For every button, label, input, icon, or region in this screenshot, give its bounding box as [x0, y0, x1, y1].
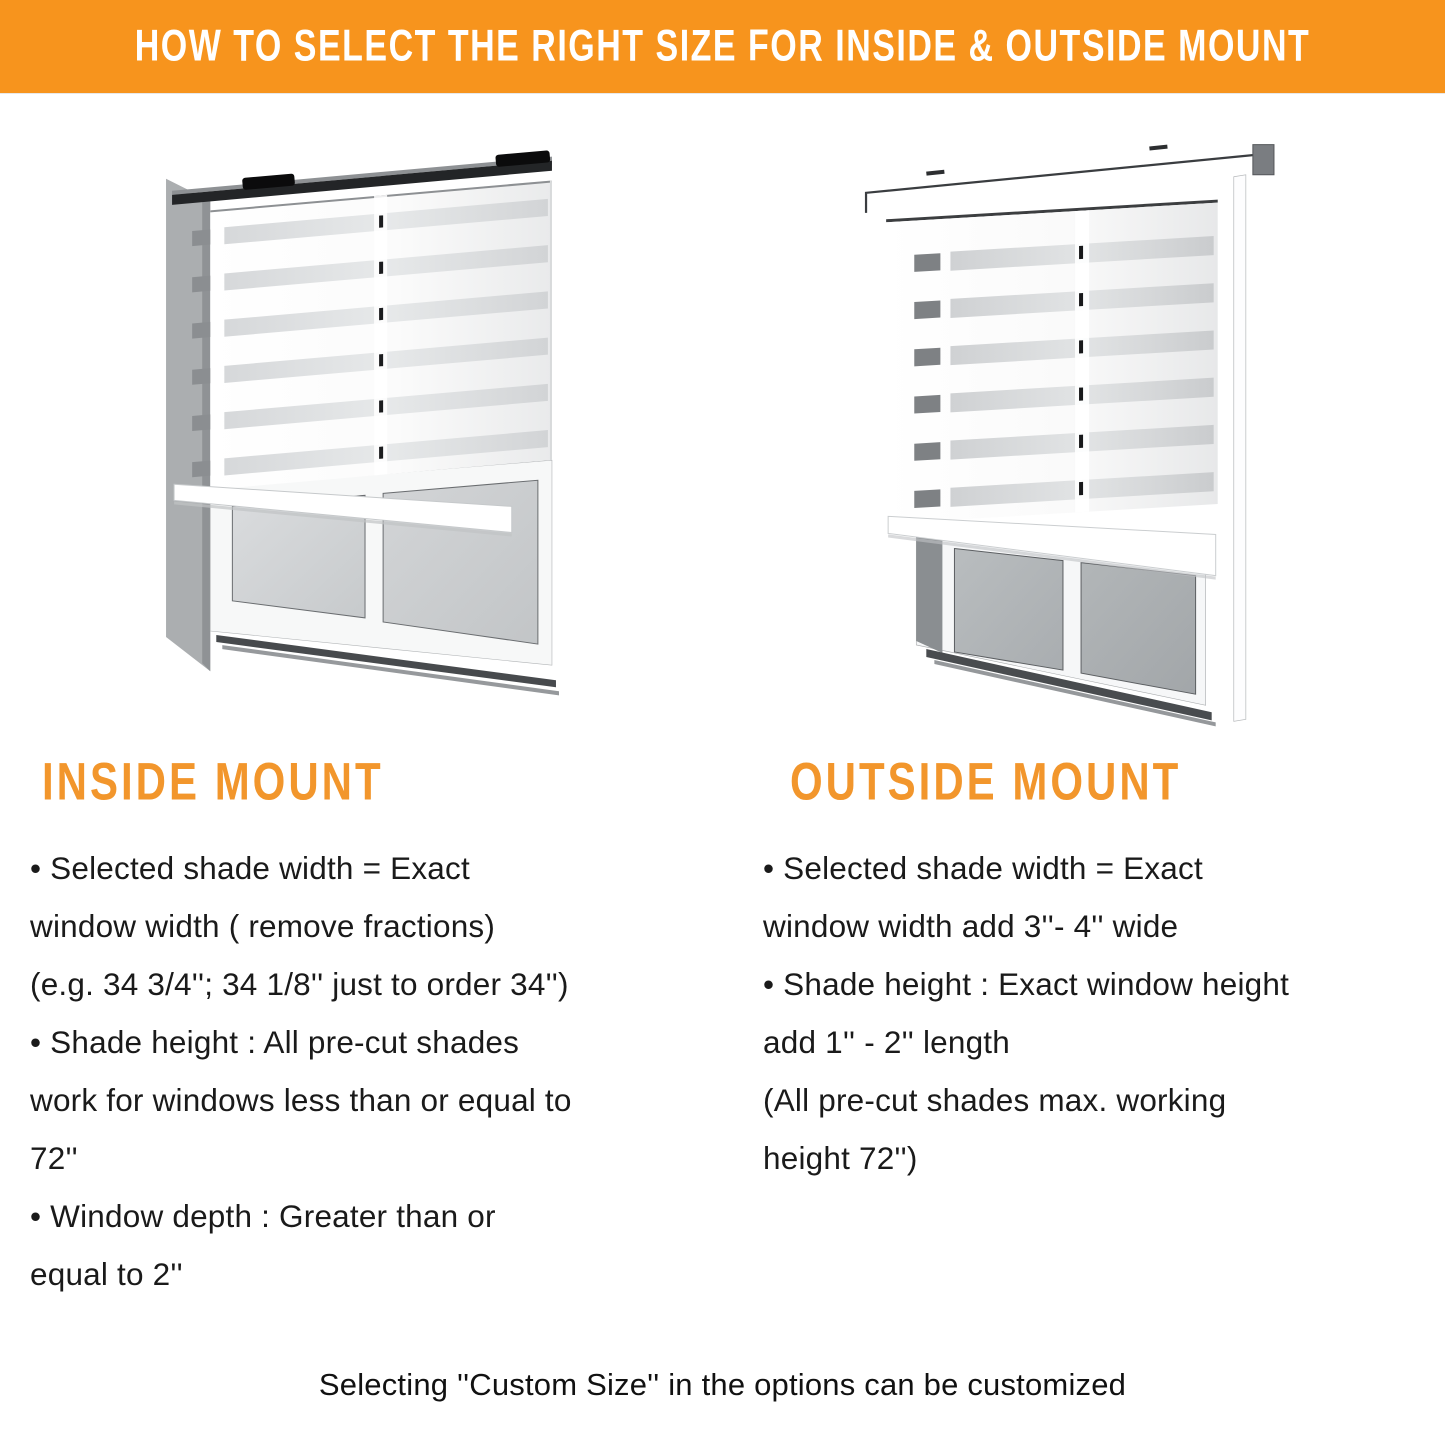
bullet-line: height 72''): [763, 1140, 918, 1176]
custom-size-note: Selecting ''Custom Size'' in the options can be customized: [318, 1367, 1127, 1402]
bullet-line: • Shade height : All pre-cut shades: [30, 1024, 520, 1060]
outside-mount-heading: OUTSIDE MOUNT: [790, 752, 1182, 811]
header-banner: [0, 0, 1445, 94]
shade-center-seam: [374, 195, 387, 476]
bullet-line: • Window depth : Greater than or: [30, 1198, 496, 1234]
inside-mount-bullets: [30, 839, 730, 1303]
bullet-line: add 1'' - 2'' length: [763, 1024, 1010, 1060]
bullet-line: window width add 3''- 4'' wide: [763, 908, 1179, 944]
zebra-shade-bands: [192, 180, 552, 491]
screw-mark-icon: [926, 170, 944, 176]
inside-mount-illustration: [158, 148, 560, 712]
bullet-line: (All pre-cut shades max. working: [763, 1082, 1227, 1118]
bullet-line: 72'': [30, 1140, 78, 1176]
banner-title: HOW TO SELECT THE RIGHT SIZE FOR INSIDE & OUTSIDE MOUNT: [134, 20, 1311, 71]
bullet-line: • Selected shade width = Exact: [30, 850, 470, 886]
bullet-line: • Shade height : Exact window height: [763, 966, 1290, 1002]
bullet-line: equal to 2'': [30, 1256, 183, 1292]
bullet-line: (e.g. 34 3/4''; 34 1/8'' just to order 34''): [30, 966, 569, 1002]
zebra-shade-bands: [886, 200, 1218, 524]
outside-mount-illustration: [858, 128, 1280, 752]
corner-bracket-icon: [1253, 145, 1274, 175]
wall-edge-strip: [1234, 175, 1246, 722]
inside-mount-heading: INSIDE MOUNT: [42, 752, 384, 811]
screw-mark-icon: [1149, 145, 1167, 151]
window-jamb-left: [916, 530, 942, 653]
bullet-line: window width ( remove fractions): [30, 908, 496, 944]
bullet-line: work for windows less than or equal to: [30, 1082, 572, 1118]
outside-mount-bullets: [763, 839, 1443, 1187]
bullet-line: • Selected shade width = Exact: [763, 850, 1203, 886]
